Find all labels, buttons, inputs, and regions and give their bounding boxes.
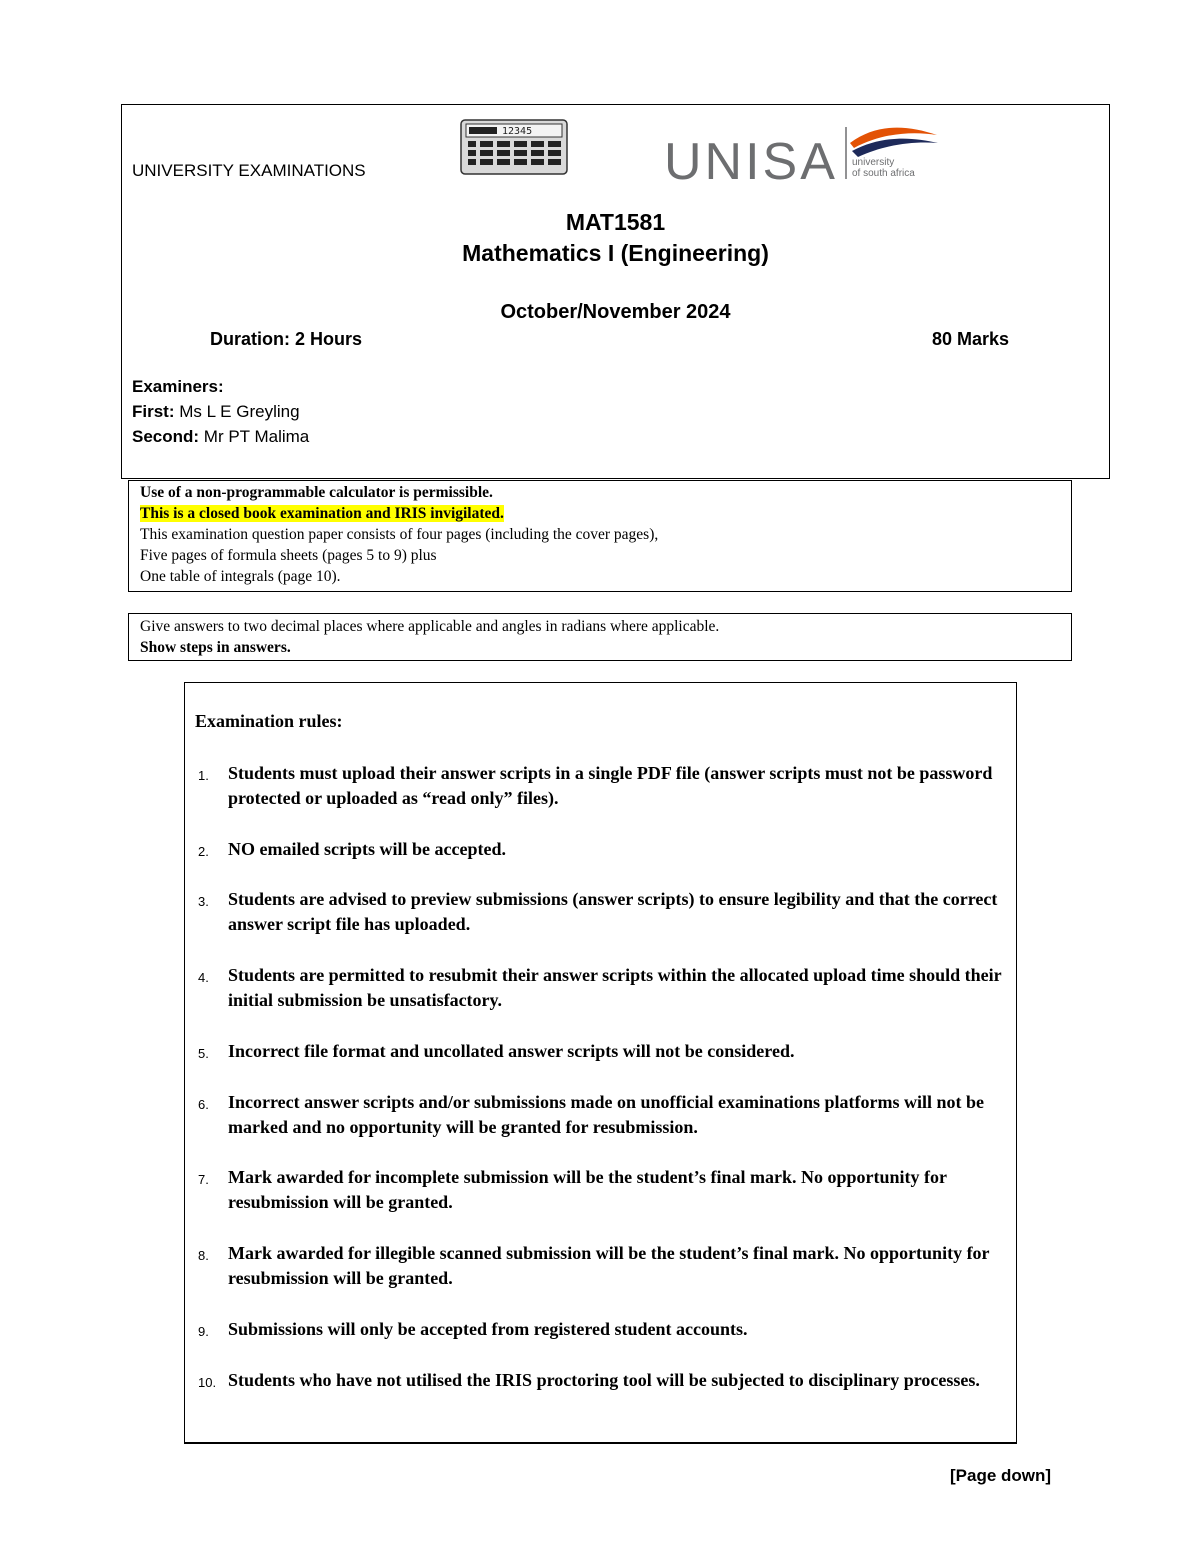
exam-total-marks: 80 Marks — [932, 329, 1010, 349]
rule-text: Students are permitted to resubmit their answer scripts within the allocated upload time should their initial submission be unsatisfactory. — [228, 965, 1002, 1010]
unisa-logo-text: UNISA — [664, 133, 838, 185]
exam-date: October/November 2024 — [500, 301, 731, 323]
exam-header-box — [121, 104, 1110, 479]
calculator-note: Use of a non-programmable calculator is permissible. — [140, 484, 493, 501]
rule-number: 8. — [198, 1248, 209, 1263]
rule-number: 1. — [198, 768, 209, 783]
rule-text: Students who have not utilised the IRIS proctoring tool will be subjected to disciplinary processes. — [228, 1370, 980, 1390]
unisa-logo-subtext-2: of south africa — [852, 168, 915, 179]
examination-rules-box — [184, 682, 1017, 1444]
closed-book-note: This is a closed book examination and IRIS invigilated. — [140, 505, 504, 522]
rule-number: 5. — [198, 1046, 209, 1061]
course-code: MAT1581 — [565, 209, 666, 235]
rule-text: Students are advised to preview submissions (answer scripts) to ensure legibility and that the correct answer script file has uploaded. — [228, 889, 998, 934]
answer-instructions-box — [128, 613, 1072, 661]
exam-duration: Duration: 2 Hours — [210, 329, 363, 349]
rule-number: 10. — [198, 1375, 217, 1390]
rule-text: Incorrect file format and uncollated answer scripts will not be considered. — [228, 1041, 795, 1061]
rule-number: 9. — [198, 1324, 209, 1339]
rule-text: NO emailed scripts will be accepted. — [228, 839, 506, 859]
rule-number: 3. — [198, 894, 209, 909]
integrals-table-note: One table of integrals (page 10). — [140, 568, 341, 585]
examiner-second-label: Second: — [132, 427, 200, 446]
rule-text: Submissions will only be accepted from registered student accounts. — [228, 1319, 748, 1339]
formula-sheets-note: Five pages of formula sheets (pages 5 to 9) plus — [140, 547, 437, 564]
calculator-display-text: 12345 — [502, 126, 533, 137]
rules-title: Examination rules: — [195, 711, 343, 731]
examiner-first-label: First: — [132, 402, 175, 421]
rule-number: 6. — [198, 1097, 209, 1112]
examiners-label: Examiners: — [132, 377, 224, 396]
course-name: Mathematics I (Engineering) — [462, 240, 769, 266]
page-count-note: This examination question paper consists of four pages (including the cover pages), — [140, 526, 659, 543]
university-examinations-label: UNIVERSITY EXAMINATIONS — [132, 161, 366, 180]
decimal-places-note: Give answers to two decimal places where applicable and angles in radians where applicable. — [140, 618, 720, 635]
unisa-logo-subtext-1: university — [852, 157, 895, 168]
rule-text: Mark awarded for illegible scanned submission will be the student’s final mark. No opportunity for resubmission will be granted. — [228, 1243, 990, 1288]
rule-number: 2. — [198, 844, 209, 859]
examiner-second — [132, 427, 309, 447]
rule-text: Mark awarded for incomplete submission will be the student’s final mark. No opportunity for resubmission will be granted. — [228, 1167, 947, 1212]
unisa-logo — [662, 115, 952, 190]
examiner-first-name: Ms L E Greyling — [179, 402, 300, 421]
calculator-icon — [460, 119, 568, 180]
page-down-footer: [Page down] — [950, 1466, 1052, 1485]
rule-text: Incorrect answer scripts and/or submissions made on unofficial examinations platforms will not be marked and no opportunity will be granted for resubmission. — [228, 1092, 985, 1137]
rule-number: 7. — [198, 1172, 209, 1187]
exam-info-box — [128, 480, 1072, 592]
examiner-second-name: Mr PT Malima — [203, 427, 310, 446]
rule-number: 4. — [198, 970, 209, 985]
show-steps-note: Show steps in answers. — [140, 639, 291, 656]
examiner-first — [132, 402, 300, 422]
rule-text: Students must upload their answer scripts in a single PDF file (answer scripts must not be password protected or uploaded as “read only” files). — [228, 763, 993, 808]
closed-book-note-wrap — [140, 505, 504, 523]
